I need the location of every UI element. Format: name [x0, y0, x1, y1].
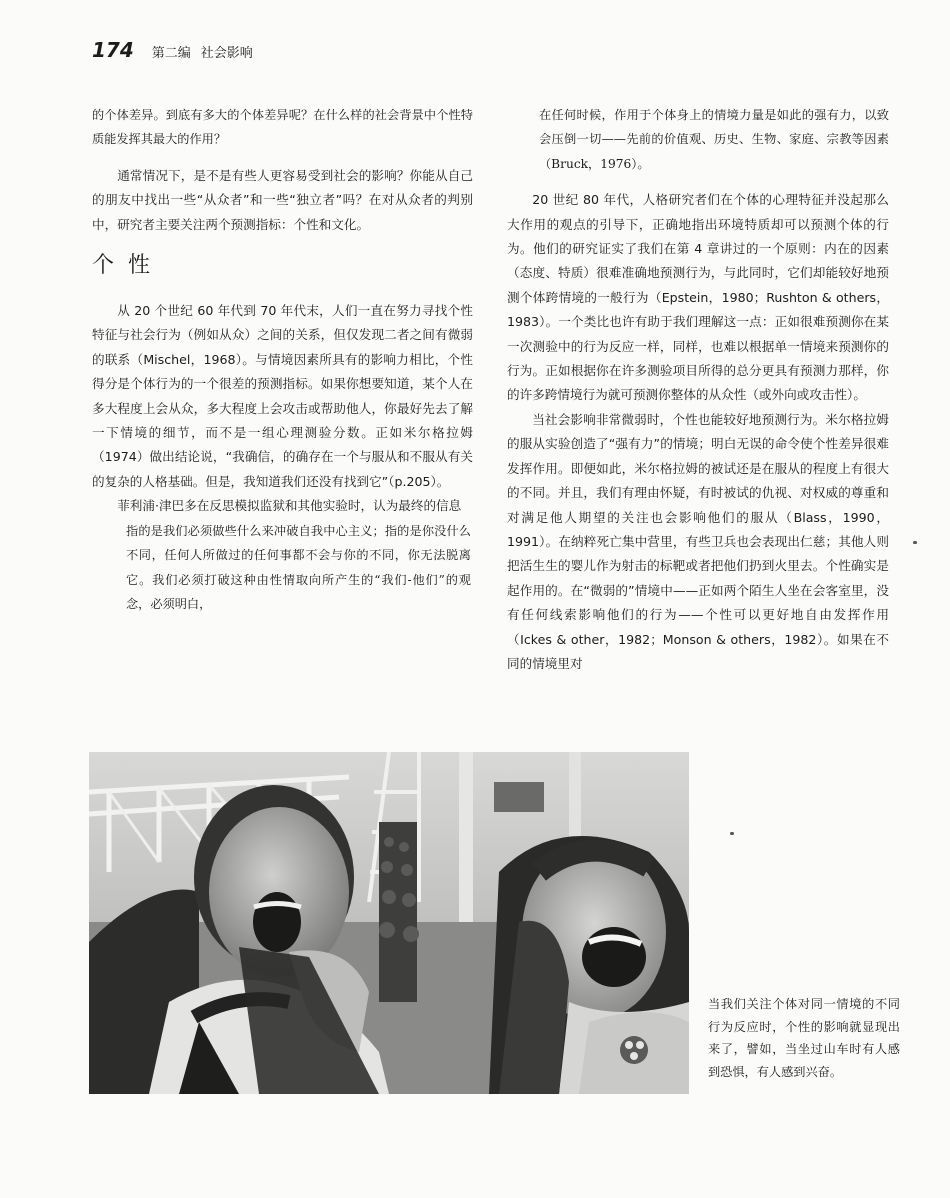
paragraph: 20 世纪 80 年代，人格研究者们在个体的心理特征并没起那么大作用的观点的引导下，正确地指出环境特质却可以预测个体的行为。他们的研究证实了我们在第 4 章讲过的一个原则：内在的因素（态度、特质）很难准确地预测行为，与此同时，它们却能较好地预测个体跨情境的一般行为（Epstein，1980；Rushton & others，1983）。一个类比也许有助于我们理解这一点：正如很难预测你在某一次测验中的行为反应一样，同样，也难以根据单一情境来预测你的行为。正如根据你在许多测验项目所得的总分更具有预测力那样，你的许多跨情境行为就可预测你整体的从众性（或外向或攻击性）。	[507, 192, 889, 403]
paragraph: 当社会影响非常微弱时，个性也能较好地预测行为。米尔格拉姆的服从实验创造了“强有力”的情境；明白无误的命令使个性差异很难发挥作用。即便如此，米尔格拉姆的被试还是在服从的程度上有很大的不同。并且，我们有理由怀疑，有时被试的仇视、对权威的尊重和对满足他人期望的关注也会影响他们的服从（Blass，1990，1991）。在纳粹死亡集中营里，有些卫兵也会表现出仁慈；其他人则把活生生的婴儿作为射击的标靶或者把他们扔到火里去。个性确实是起作用的。在“微弱的”情境中——正如两个陌生人坐在会客室里，没有任何线索影响他们的行为——个性可以更好地自由发挥作用（Ickes & other，1982；Monson & others，1982）。如果在不同的情境里对	[507, 411, 889, 671]
part-label: 第二编	[151, 46, 191, 61]
rollercoaster-photo-illustration	[89, 752, 689, 1094]
paragraph: 菲利浦·津巴多在反思模拟监狱和其他实验时，认为最终的信息	[117, 498, 462, 514]
rollercoaster-photo	[89, 752, 689, 1094]
block-quote: 指的是我们必须做些什么来冲破自我中心主义；指的是你没什么不同，任何人所做过的任何事都不会与你的不同，你无法脱离它。我们必须打破这种由性情取向所产生的“我们-他们”的观念，必须明白，	[126, 523, 471, 611]
chapter-title: 社会影响	[200, 46, 253, 61]
paragraph: 通常情况下，是不是有些人更容易受到社会的影响？你能从自己的朋友中找出一些“从众者”和一些“独立者”吗？在对从众者的判别中，研究者主要关注两个预测指标：个性和文化。	[92, 167, 473, 232]
running-header	[92, 38, 263, 62]
page-number: 174	[92, 38, 134, 62]
right-column	[507, 103, 889, 676]
block-quote-continued: 的个体差异。到底有多大的个体差异呢？在什么样的社会背景中个性特质能发挥其最大的作用？	[92, 108, 473, 147]
page-speck	[730, 832, 734, 835]
figure-caption: 当我们关注个体对同一情境的不同行为反应时，个性的影响就显现出来了，譬如，当坐过山车时有人感到恐惧，有人感到兴奋。	[708, 997, 900, 1079]
paragraph: 从 20 个世纪 60 年代到 70 年代末，人们一直在努力寻找个性特征与社会行为（例如从众）之间的关系，但仅发现二者之间有微弱的联系（Mischel，1968）。与情境因素所具有的影响力相比，个性得分是个体行为的一个很差的预测指标。如果你想要知道，某个人在多大程度上会从众，多大程度上会攻击或帮助他人，你最好先去了解一下情境的细节，而不是一组心理测验分数。正如米尔格拉姆（1974）做出结论说，“我确信，的确存在一个与服从和不服从有关的复杂的人格基础。但是，我知道我们还没有找到它”（p.205）。	[92, 303, 473, 489]
page-speck	[913, 541, 917, 544]
section-heading: 个性	[92, 253, 165, 279]
block-quote-end: 在任何时候，作用于个体身上的情境力量是如此的强有力，以致会压倒一切——先前的价值观、历史、生物、家庭、宗教等因素（Bruck，1976）。	[539, 108, 889, 171]
left-column	[92, 103, 473, 616]
